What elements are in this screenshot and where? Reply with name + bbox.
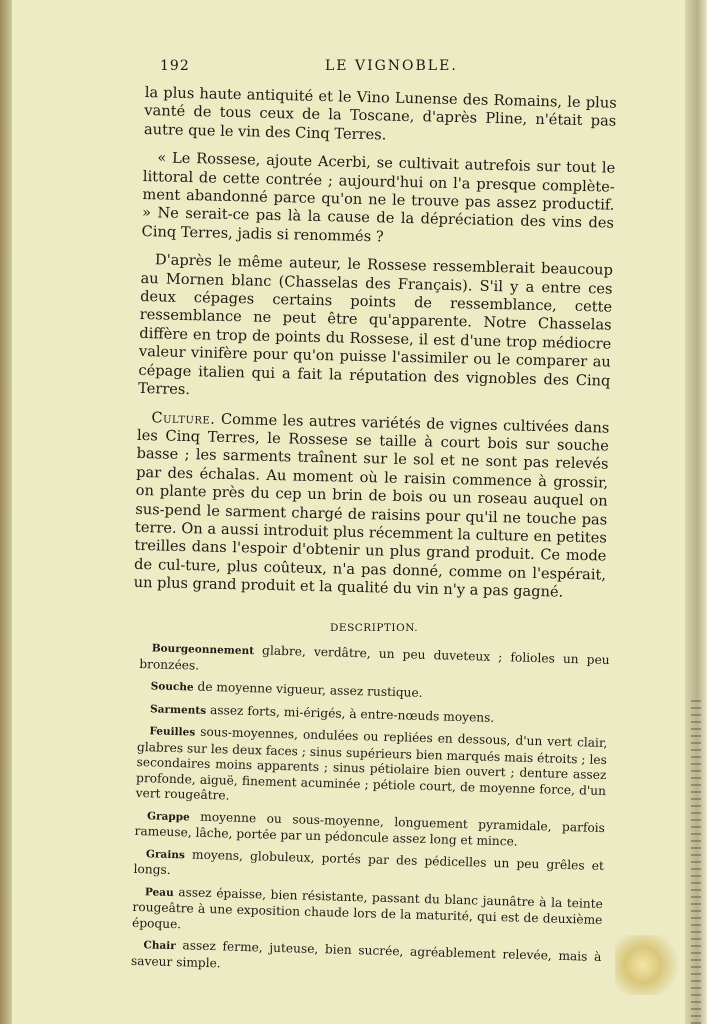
running-title: LE VIGNOBLE. [325,58,458,74]
paragraph: D'après le même auteur, le Rossese ressemblerait beaucoup au Mornen blanc (Chasselas des Français). S'il y a entre ces deux cépages certains points de ressemblance, cette ressemblance ne peut être qu'apparente. Notre Chasselas diffère en trop de points du Rossese, il est d'une trop médiocre valeur vinifère pour qu'on puisse l'assimiler ou le comparer au cépage italien qui a fait la réputation des vignobles des Cinq Terres. [137,251,614,399]
light-reflection [615,935,685,995]
page-stack-right-edge [685,0,707,1024]
description-text: assez forts, mi-érigés, à entre-nœuds moyens. [206,702,495,725]
description-text: assez ferme, juteuse, bien sucrée, agréablement relevée, mais à saveur simple. [130,938,602,970]
culture-paragraph [133,408,609,603]
description-list [131,640,610,988]
description-text: assez épaisse, bien résistante, passant du blanc jaunâtre à la teinte rougeâtre à une exposition chaude lors de la maturité, qui est de deuxième époque. [131,884,604,931]
page-header [160,58,635,78]
description-term: Grappe [146,809,190,823]
paragraph: « Le Rossese, ajoute Acerbi, se cultivait autrefois sur tout le littoral de cette contrée ; aujourd'hui on l'a presque complète-ment abandonné parce qu'on ne le trouve pas assez productif. » Ne serait-ce pas là la cause de la dépréciation des vins des Cinq Terres, jadis si renommés ? [141,149,616,246]
description-text: de moyenne vigueur, assez rustique. [193,679,423,700]
page-number: 192 [160,58,190,74]
description-item [134,807,605,852]
description-text: sous-moyennes, ondulées ou repliées en dessous, d'un vert clair, glabres sur les deux faces ; sinus supérieurs bien marqués mais étroits ; les secondaires moins apparents ; sinus pétiolaire bien ouvert ; denture assez profonde, aiguë, finement acuminée ; pétiole court, de moyenne force, d'un vert rougeâtre. [135,724,608,803]
description-term: Feuilles [149,725,196,739]
description-term: Grains [145,847,186,861]
description-heading: DESCRIPTION. [330,622,419,634]
description-text: moyens, globuleux, portés par des pédicelles un peu grêles et longs. [133,846,605,877]
description-item [135,723,607,815]
paragraph: la plus haute antiquité et le Vino Lunense des Romains, le plus vanté de tous ceux de la Toscane, d'après Pline, n'était pas autre que le vin des Cinq Terres. [143,84,617,144]
description-item [132,883,603,944]
culture-text: Comme les autres variétés de vignes cultivées dans les Cinq Terres, le Rossese se taille à court bois sur souche basse ; les sarments traînent sur le sol et ne sont pas relevés par des échalas. Au moment où le raisin commence à grossir, on plante près du cep un brin de bois ou un roseau auquel on sus-pend le sarment chargé de raisins pour qu'il ne touche pas terre. On a aussi introduit plus récemment la culture en petites treilles dans l'espoir d'obtenir un plus grand produit. Ce mode de cul-ture, plus coûteux, n'a pas donné, comme on l'espérait, un plus grand produit et la qualité du vin n'y a pas gagné. [133,410,610,601]
description-term: Bourgeonnement [151,642,255,658]
page-stack-lines [691,700,701,1024]
description-item [131,937,602,982]
description-term: Sarments [149,702,207,717]
description-text: moyenne ou sous-moyenne, longuement pyramidale, parfois rameuse, lâche, portée par un pédoncule assez long et mince. [134,808,606,849]
main-text [133,84,617,613]
description-term: Souche [150,680,194,694]
description-term: Chair [143,939,176,953]
description-text: glabre, verdâtre, un peu duveteux ; folioles un peu bronzées. [139,643,610,673]
description-item [133,845,604,890]
culture-label: Culture. [151,408,216,428]
description-term: Peau [144,885,174,899]
